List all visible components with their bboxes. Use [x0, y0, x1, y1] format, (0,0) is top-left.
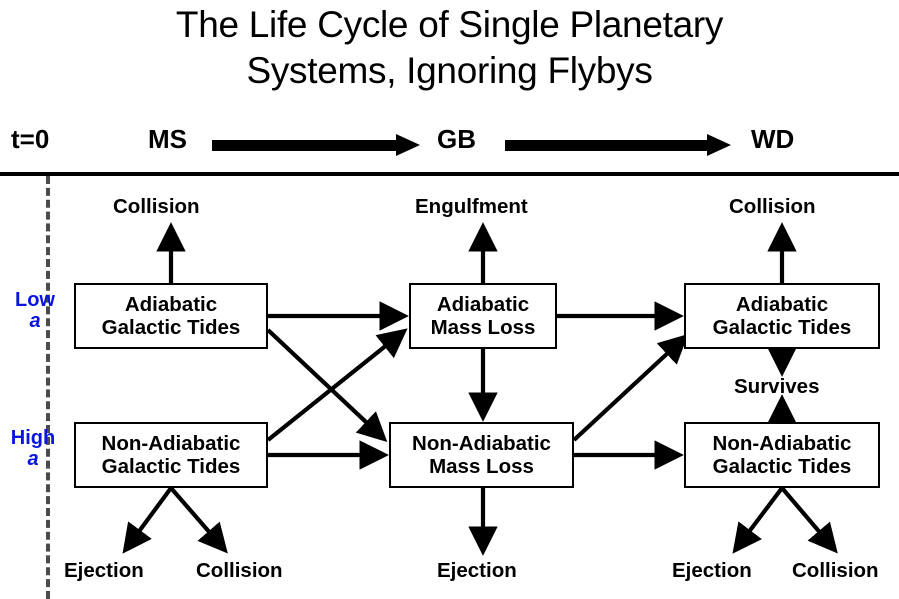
node-line-1: Adiabatic — [735, 293, 829, 316]
row-label-high-symbol: a — [27, 448, 39, 470]
outcome-engulfment: Engulfment — [415, 195, 528, 218]
arrow-head-icon — [707, 134, 731, 156]
arrow-ms-high-to-ejection — [126, 488, 171, 549]
timeline-stage-ms: MS — [148, 124, 187, 154]
row-label-low-a — [2, 290, 68, 332]
node-line-1: Non-Adiabatic — [412, 432, 551, 455]
arrow-wd-high-to-ejection — [736, 488, 782, 549]
row-label-high-prefix: High — [10, 427, 56, 449]
timeline-stage-gb: GB — [437, 124, 476, 154]
node-ms-non-adiabatic-galactic-tides[interactable] — [74, 422, 268, 488]
node-line-1: Non-Adiabatic — [101, 432, 241, 455]
node-line-2: Mass Loss — [429, 455, 534, 478]
page-title — [0, 2, 899, 94]
node-line-2: Galactic Tides — [101, 316, 241, 339]
arrow-shaft — [505, 140, 707, 151]
outcome-collision-wd-2: Collision — [792, 559, 879, 582]
arrow-ms-low-to-gb-high — [268, 330, 383, 438]
node-line-2: Galactic Tides — [101, 455, 241, 478]
arrow-head-icon — [396, 134, 420, 156]
row-label-low-symbol: a — [29, 310, 41, 332]
outcome-ejection-gb: Ejection — [437, 559, 517, 582]
node-wd-adiabatic-galactic-tides[interactable] — [684, 283, 880, 349]
outcome-survives: Survives — [734, 375, 820, 398]
outcome-collision-wd: Collision — [729, 195, 816, 218]
node-ms-adiabatic-galactic-tides[interactable] — [74, 283, 268, 349]
outcome-ejection-wd: Ejection — [672, 559, 752, 582]
node-wd-non-adiabatic-galactic-tides[interactable] — [684, 422, 880, 488]
node-line-2: Mass Loss — [430, 316, 536, 339]
node-gb-adiabatic-mass-loss[interactable] — [409, 283, 557, 349]
outcome-ejection-ms: Ejection — [64, 559, 144, 582]
node-line-2: Galactic Tides — [712, 316, 852, 339]
node-line-1: Adiabatic — [436, 293, 530, 316]
arrow-shaft — [212, 140, 396, 151]
timeline-start-label: t=0 — [11, 124, 50, 154]
node-line-1: Adiabatic — [124, 293, 218, 316]
time-zero-axis — [46, 176, 50, 599]
node-line-2: Galactic Tides — [712, 455, 852, 478]
row-label-high-a — [0, 428, 66, 470]
timeline-stage-wd: WD — [751, 124, 795, 154]
node-gb-non-adiabatic-mass-loss[interactable] — [389, 422, 574, 488]
header-divider — [0, 172, 899, 176]
arrow-gb-high-to-wd-low — [574, 338, 684, 440]
arrow-ms-high-to-collision — [171, 488, 224, 549]
title-line-1: The Life Cycle of Single Planetary — [175, 4, 724, 45]
arrow-wd-high-to-collision — [782, 488, 834, 549]
arrow-ms-high-to-gb-low — [268, 332, 403, 440]
node-line-1: Non-Adiabatic — [712, 432, 852, 455]
outcome-collision-ms: Collision — [113, 195, 200, 218]
row-label-low-prefix: Low — [15, 289, 55, 311]
title-line-2: Systems, Ignoring Flybys — [246, 50, 653, 91]
outcome-collision-ms-2: Collision — [196, 559, 283, 582]
